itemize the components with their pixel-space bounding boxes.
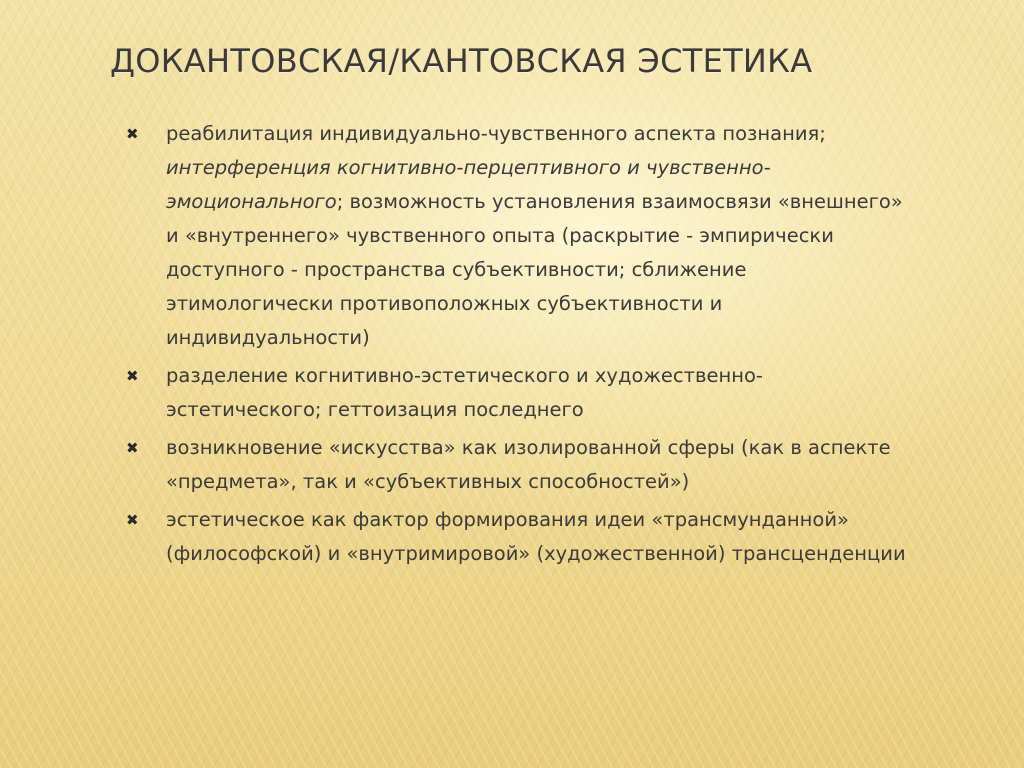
list-item xyxy=(126,359,906,427)
cross-bullet-icon: ✖ xyxy=(126,511,139,529)
cross-bullet-icon: ✖ xyxy=(126,125,139,143)
bullet-text: эстетическое как фактор формирования идеи «трансмунданной» (философской) и «внутримировой» (художественной) трансценденции xyxy=(166,508,906,565)
slide-title: ДОКАНТОВСКАЯ/КАНТОВСКАЯ ЭСТЕТИКА xyxy=(110,42,813,80)
bullet-text: ; возможность установления взаимосвязи «внешнего» и «внутреннего» чувственного опыта (раскрытие - эмпирически доступного - пространства субъективности; сближение этимологически противоположных субъективности и индивидуальности) xyxy=(166,190,903,349)
cross-bullet-icon: ✖ xyxy=(126,439,139,457)
bullet-text: разделение когнитивно-эстетического и художественно-эстетического; геттоизация последнего xyxy=(166,364,763,421)
list-item xyxy=(126,431,906,499)
bullet-list xyxy=(126,117,906,575)
list-item xyxy=(126,117,906,355)
bullet-text-italic: интерференция когнитивно-перцептивного и чувственно-эмоционального xyxy=(166,156,771,213)
list-item xyxy=(126,503,906,571)
cross-bullet-icon: ✖ xyxy=(126,367,139,385)
bullet-text: возникновение «искусства» как изолированной сферы (как в аспекте «предмета», так и «субъективных способностей») xyxy=(166,436,891,493)
bullet-text: реабилитация индивидуально-чувственного аспекта познания; xyxy=(166,122,826,145)
